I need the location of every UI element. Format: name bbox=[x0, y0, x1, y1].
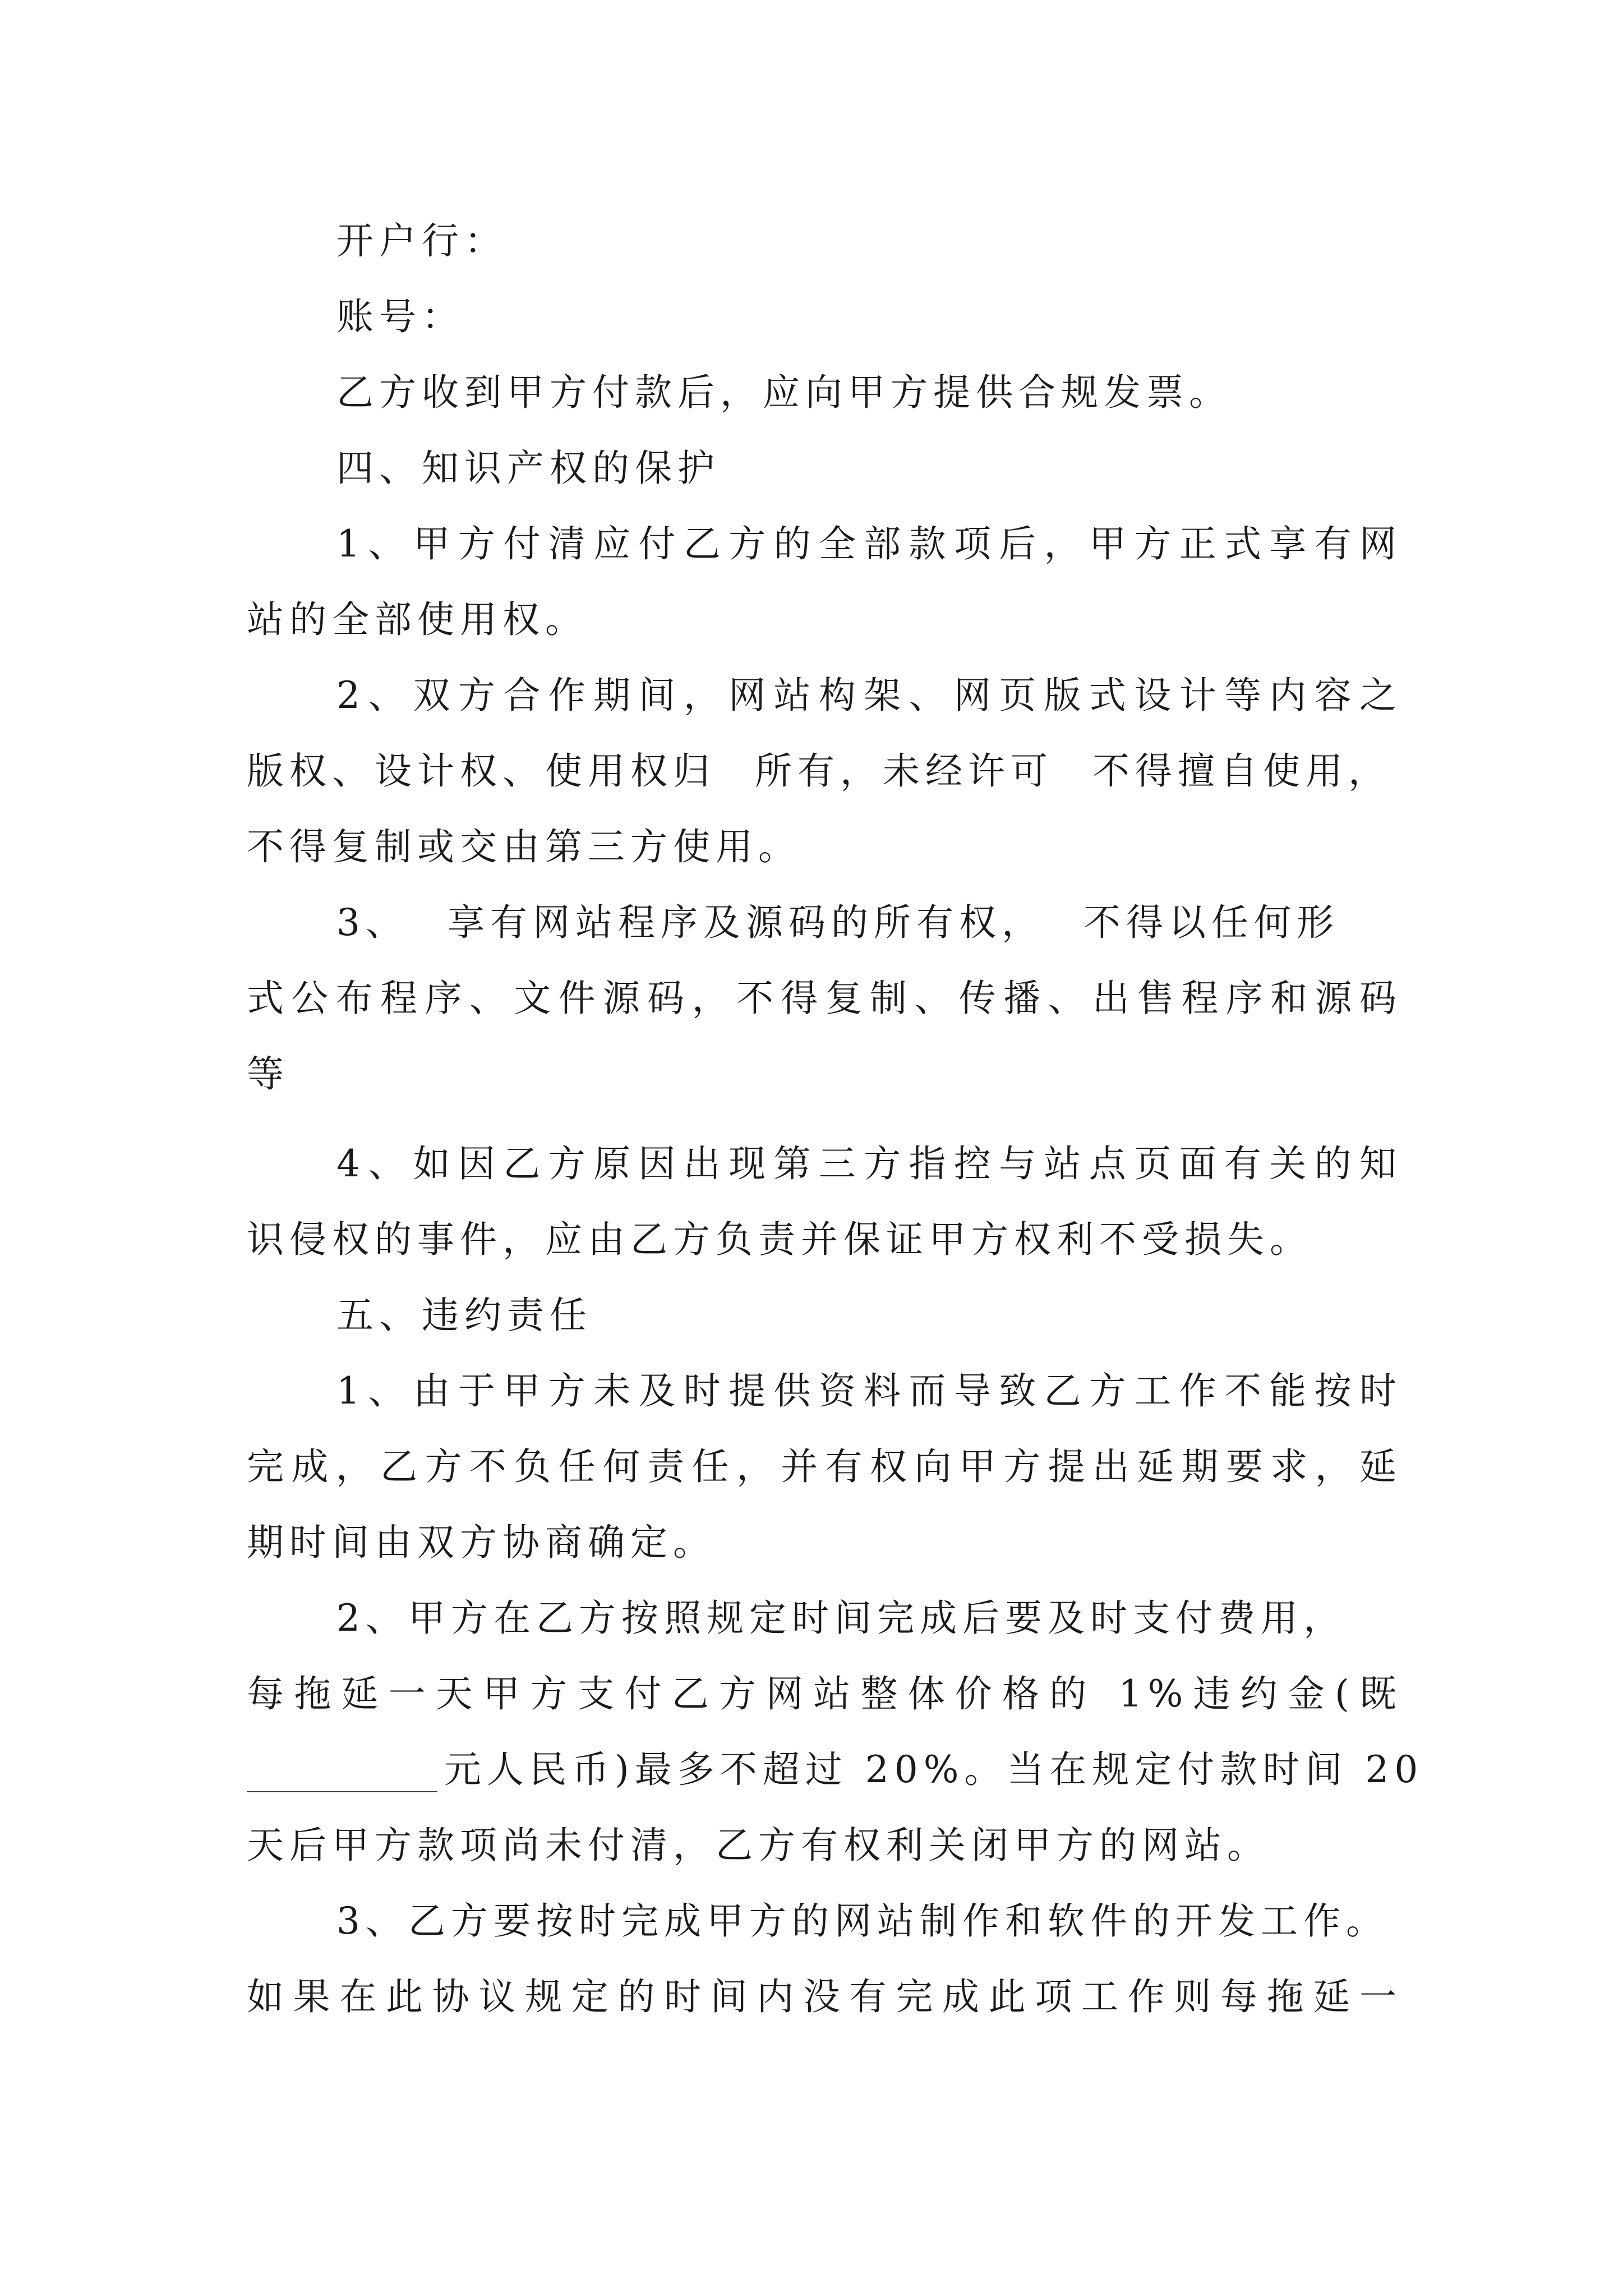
clause-5-1-line-2: 完成，乙方不负任何责任，并有权向甲方提出延期要求，延 bbox=[247, 1445, 1402, 1488]
clause-4-2-segment-c: 不得擅自使用， bbox=[1092, 749, 1391, 793]
clause-4-2-segment-a: 版权、设计权、使用权归 bbox=[247, 749, 716, 793]
clause-5-1-line-3: 期时间由双方协商确定。 bbox=[247, 1521, 716, 1564]
clause-5-2-line-2: 每拖延一天甲方支付乙方网站整体价格的 1%违约金(既 bbox=[247, 1672, 1402, 1715]
clause-5-2-line-3-text: 元人民币)最多不超过 20%。当在规定付款时间 20 bbox=[444, 1748, 1424, 1791]
clause-4-3-segment-a: 享有网站程序及源码的所有权， bbox=[448, 901, 1044, 944]
clause-5-2-line-1: 2、甲方在乙方按照规定时间完成后要及时支付费用， bbox=[336, 1596, 1346, 1640]
clause-4-4-line-2: 识侵权的事件，应由乙方负责并保证甲方权利不受损失。 bbox=[247, 1218, 1312, 1261]
clause-5-3-line-1: 3、乙方要按时完成甲方的网站制作和软件的开发工作。 bbox=[336, 1899, 1389, 1943]
clause-4-1-line-1: 1、甲方付清应付乙方的全部款项后，甲方正式享有网 bbox=[336, 522, 1402, 565]
clause-4-3-line-1 bbox=[336, 900, 1492, 945]
clause-4-2-segment-b: 所有，未经许可 bbox=[755, 749, 1053, 793]
clause-4-2-line-3: 不得复制或交由第三方使用。 bbox=[247, 825, 801, 868]
clause-5-3-line-2: 如果在此协议规定的时间内没有完成此项工作则每拖延一 bbox=[247, 1975, 1402, 2018]
clause-4-3-segment-b: 不得以任何形 bbox=[1083, 901, 1339, 944]
clause-5-2-line-4: 天后甲方款项尚未付清，乙方有权利关闭甲方的网站。 bbox=[247, 1824, 1270, 1867]
clause-4-3-number: 3、 bbox=[336, 901, 408, 944]
clause-4-1-line-2: 站的全部使用权。 bbox=[247, 598, 588, 641]
clause-5-2-line-3 bbox=[247, 1747, 1424, 1792]
clause-4-2-line-1: 2、双方合作期间，网站构架、网页版式设计等内容之 bbox=[336, 674, 1402, 717]
account-label: 账号： bbox=[336, 295, 464, 338]
clause-4-3-line-3: 等 bbox=[247, 1052, 289, 1096]
bank-label: 开户行： bbox=[336, 219, 507, 263]
clause-5-1-line-1: 1、由于甲方未及时提供资料而导致乙方工作不能按时 bbox=[336, 1369, 1402, 1412]
clause-4-4-line-1: 4、如因乙方原因出现第三方指控与站点页面有关的知 bbox=[336, 1142, 1402, 1185]
invoice-paragraph: 乙方收到甲方付款后，应向甲方提供合规发票。 bbox=[336, 371, 1232, 414]
section-heading-liability: 五、违约责任 bbox=[336, 1294, 592, 1337]
amount-blank bbox=[247, 1757, 437, 1792]
clause-4-2-line-2 bbox=[247, 749, 1402, 794]
section-heading-ip: 四、知识产权的保护 bbox=[336, 447, 720, 490]
clause-4-3-line-2: 式公布程序、文件源码，不得复制、传播、出售程序和源码 bbox=[247, 977, 1402, 1020]
